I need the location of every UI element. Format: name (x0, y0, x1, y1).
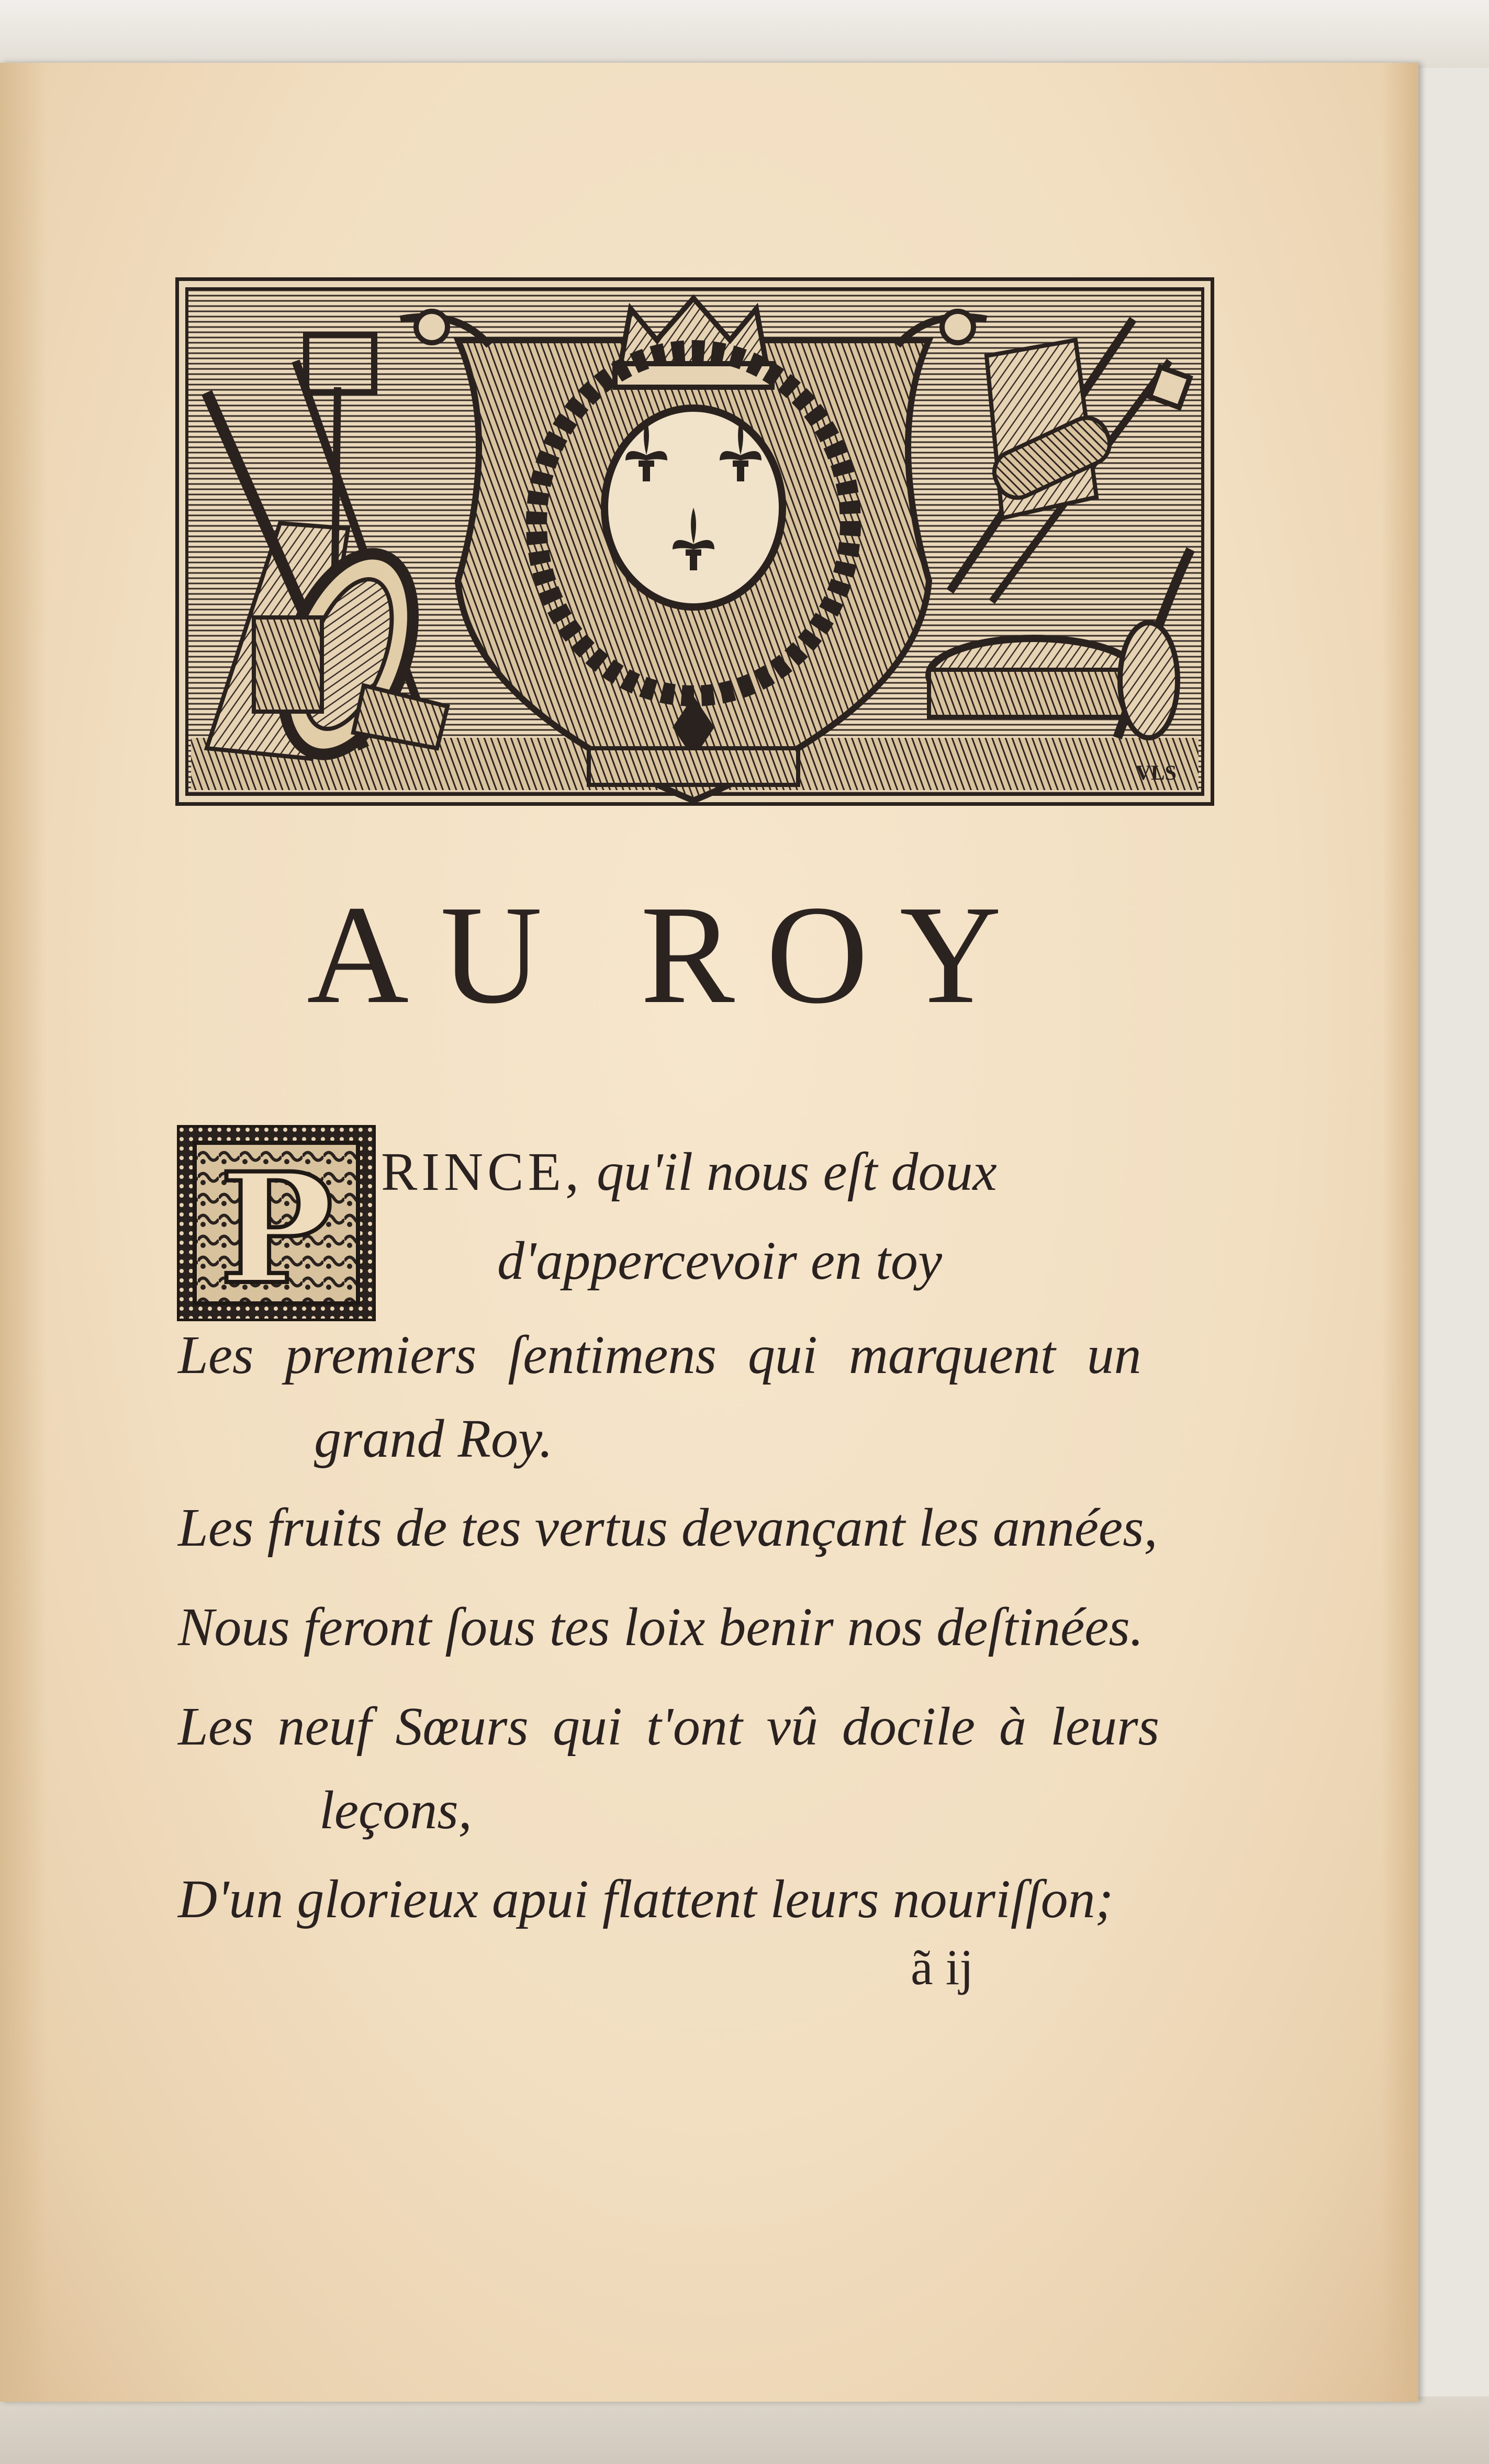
woodcut-monogram: VLS (1136, 761, 1177, 784)
initial-letter: P (219, 1140, 334, 1318)
woodcut-headpiece-image (175, 277, 1214, 806)
poem-line-5-continuation: leçons, (319, 1780, 472, 1840)
page-gutter-shadow (0, 63, 47, 2402)
woodcut-headpiece (175, 277, 1214, 806)
page-title: AU ROY (307, 876, 1033, 1033)
poem-line-5: Les neuf Sœurs qui t'ont vû docile à leurs (178, 1696, 1160, 1757)
signature-mark: ã ij (911, 1939, 973, 1995)
initial-word-rest: RINCE, (381, 1142, 583, 1202)
scan-backdrop-top (0, 0, 1489, 68)
page-edge-shadow (1382, 63, 1418, 2402)
poem-line-4: Nous feront ſous tes loix benir nos deſtinées. (178, 1597, 1144, 1657)
poem-line-6: D'un glorieux apui flattent leurs nouriſſon; (178, 1869, 1114, 1929)
poem-line-3: Les fruits de tes vertus devançant les années, (178, 1498, 1158, 1558)
poem-line-1-continuation: d'appercevoir en toy (497, 1231, 943, 1291)
decorated-initial (177, 1125, 376, 1321)
poem-line-1-text: qu'il nous eſt doux (597, 1142, 997, 1202)
decorated-initial-image (177, 1125, 376, 1321)
scan-backdrop-bottom (0, 2397, 1489, 2464)
poem-line-2: Les premiers ſentimens qui marquent un (178, 1325, 1141, 1385)
poem-line-1 (381, 1135, 997, 1209)
poem-line-2-continuation: grand Roy. (314, 1409, 553, 1469)
